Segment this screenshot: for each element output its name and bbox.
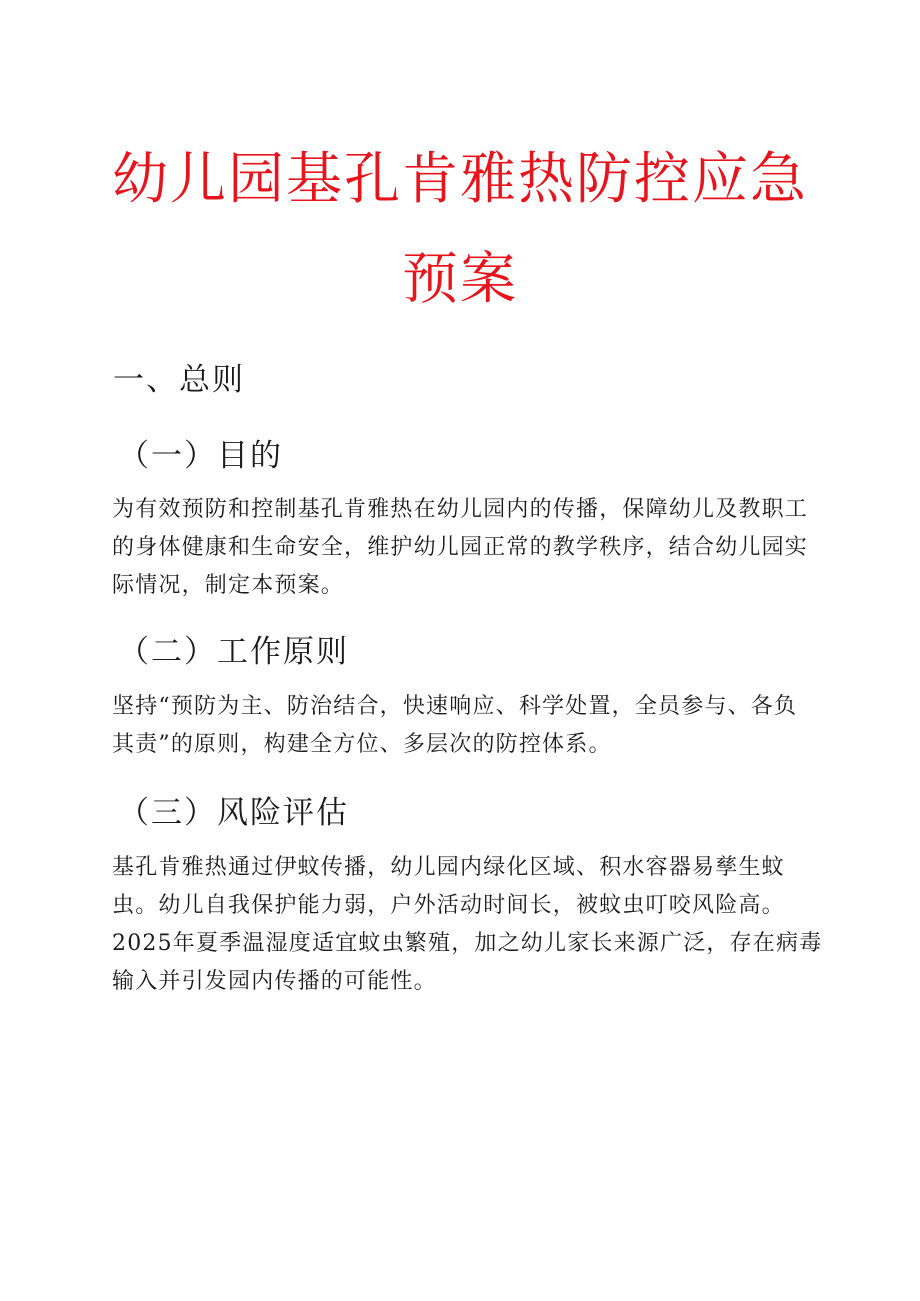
paragraph-line: 虫。幼儿自我保护能力弱，户外活动时间长，被蚊虫叮咬风险高。 [112, 893, 785, 918]
paragraph-line: 2025年夏季温湿度适宜蚊虫繁殖，加之幼儿家长来源广泛，存在病毒 [112, 931, 823, 956]
paragraph-purpose [112, 491, 812, 605]
paragraph-line: 坚持“预防为主、防治结合，快速响应、科学处置，全员参与、各负 [112, 694, 798, 719]
subheading-principles: （二）工作原则 [118, 634, 349, 670]
document-title-line-1: 幼儿园基孔肯雅热防控应急 [112, 147, 808, 212]
paragraph-line: 其责”的原则，构建全方位、多层次的防控体系。 [112, 732, 612, 757]
paragraph-line: 基孔肯雅热通过伊蚊传播，幼儿园内绿化区域、积水容器易孳生蚊 [112, 855, 785, 880]
document-title-line-2: 预案 [402, 247, 518, 312]
subheading-purpose: （一）目的 [118, 438, 283, 474]
paragraph-line: 输入并引发园内传播的可能性。 [112, 969, 437, 994]
subheading-risk-assessment: （三）风险评估 [118, 795, 349, 831]
paragraph-principles [112, 688, 812, 764]
paragraph-line: 际情况，制定本预案。 [112, 573, 345, 598]
paragraph-line: 为有效预防和控制基孔肯雅热在幼儿园内的传播，保障幼儿及教职工 [112, 497, 809, 522]
paragraph-line: 的身体健康和生命安全，维护幼儿园正常的教学秩序，结合幼儿园实 [112, 535, 809, 560]
paragraph-risk-assessment [112, 849, 823, 1001]
section-heading-general: 一、总则 [113, 362, 245, 398]
